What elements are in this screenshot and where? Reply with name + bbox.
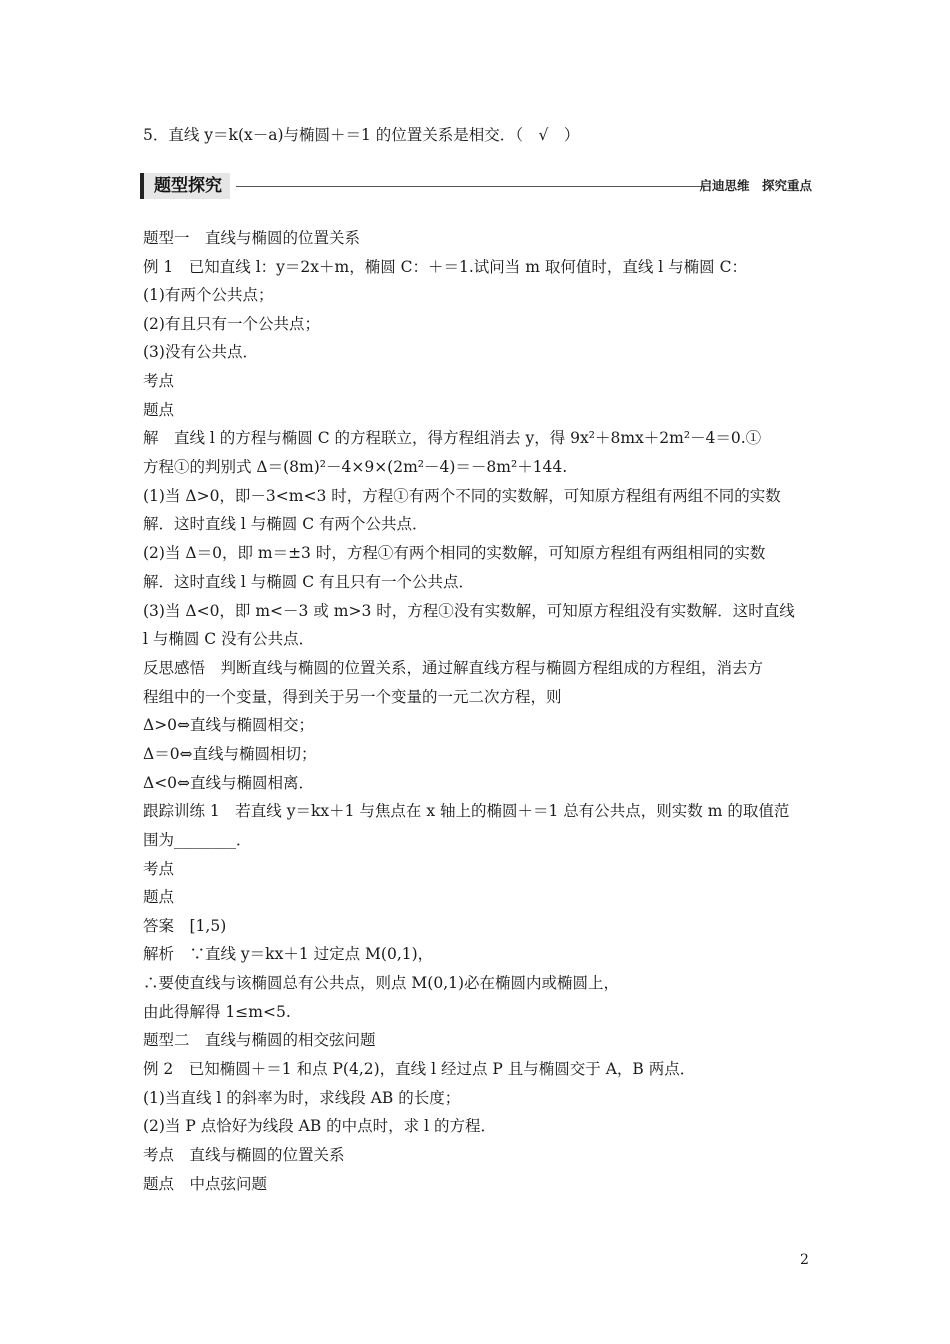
text-line: 5．直线 y＝k(x－a)与椭圆＋＝1 的位置关系是相交．（ √ ） [143,126,580,144]
text-line: ∴要使直线与该椭圆总有公共点，则点 M(0,1)必在椭圆内或椭圆上， [143,974,620,992]
text-line: 反思感悟 判断直线与椭圆的位置关系，通过解直线方程与椭圆方程组成的方程组，消去方 [143,659,764,677]
section-subtitle: 启迪思维 探究重点 [699,178,812,193]
text-line: 解 直线 l 的方程与椭圆 C 的方程联立，得方程组消去 y，得 9x²＋8mx＋2m²－4＝0.① [143,429,762,447]
text-line: (3)没有公共点． [143,343,258,361]
text-line: (1)当直线 l 的斜率为时，求线段 AB 的长度； [143,1089,461,1107]
text-line: 由此得解得 1≤m<5. [143,1003,291,1021]
text-line: 考点 [143,860,175,878]
text-line: 题点 [143,888,175,906]
text-line: 方程①的判别式 Δ＝(8m)²－4×9×(2m²－4)＝－8m²＋144. [143,458,568,476]
text-line: (3)当 Δ<0，即 m<－3 或 m>3 时，方程①没有实数解，可知原方程组没有实数解．这时直线 [143,602,795,620]
text-line: 题点 [143,401,175,419]
text-line: 解．这时直线 l 与椭圆 C 有且只有一个公共点． [143,573,475,591]
text-line: l 与椭圆 C 没有公共点． [143,630,315,648]
text-line: 例 1 已知直线 l：y＝2x＋m，椭圆 C：＋＝1.试问当 m 取何值时，直线 l 与椭圆 C： [143,258,747,276]
text-line: 题型一 直线与椭圆的位置关系 [143,229,361,247]
text-line: (2)当 P 点恰好为线段 AB 的中点时，求 l 的方程． [143,1117,496,1135]
text-line: 答案 [1,5) [143,917,227,935]
text-line: Δ＝0⇔直线与椭圆相切； [143,745,317,763]
text-line: 题点 中点弦问题 [143,1175,268,1193]
text-line: 题型二 直线与椭圆的相交弦问题 [143,1031,376,1049]
text-line: (1)有两个公共点； [143,286,274,304]
text-line: 考点 [143,372,175,390]
text-line: Δ<0⇔直线与椭圆相离． [143,774,315,792]
section-divider [236,186,706,187]
text-line: 围为________． [143,831,252,849]
text-line: Δ>0⇔直线与椭圆相交； [143,716,315,734]
text-line: 解析 ∵直线 y＝kx＋1 过定点 M(0,1)， [143,945,434,963]
text-line: 跟踪训练 1 若直线 y＝kx＋1 与焦点在 x 轴上的椭圆＋＝1 总有公共点，则实数 m 的取值范 [143,802,790,820]
section-header [140,173,812,199]
text-line: (2)有且只有一个公共点； [143,315,320,333]
text-line: (2)当 Δ＝0，即 m＝±3 时，方程①有两个相同的实数解，可知原方程组有两组相同的实数 [143,544,766,562]
page-number: 2 [800,1252,809,1268]
text-line: 考点 直线与椭圆的位置关系 [143,1146,345,1164]
text-line: 解．这时直线 l 与椭圆 C 有两个公共点． [143,515,428,533]
section-title: 题型探究 [140,173,230,199]
text-line: 程组中的一个变量，得到关于另一个变量的一元二次方程，则 [143,688,562,706]
text-line: (1)当 Δ>0，即－3<m<3 时，方程①有两个不同的实数解，可知原方程组有两组不同的实数 [143,487,781,505]
text-line: 例 2 已知椭圆＋＝1 和点 P(4,2)，直线 l 经过点 P 且与椭圆交于 A，B 两点． [143,1060,696,1078]
